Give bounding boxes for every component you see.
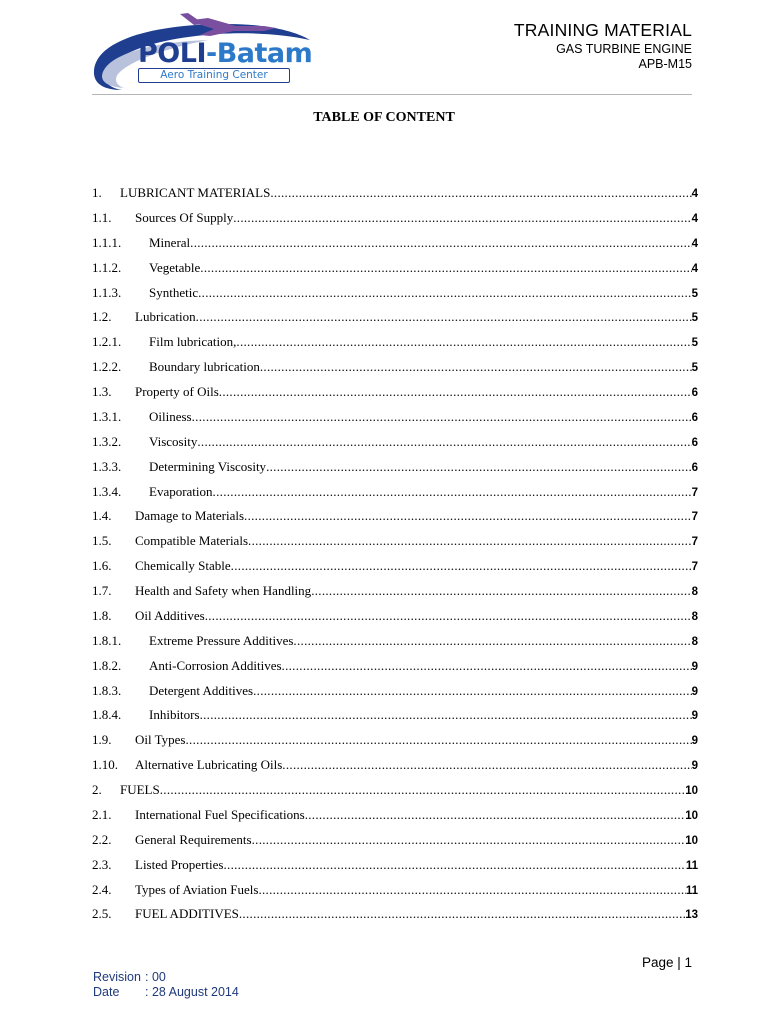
toc-entry-label: Lubrication [135, 309, 196, 325]
toc-entry-page: 6 [691, 411, 698, 424]
toc-entry[interactable] [92, 281, 698, 306]
toc-entry[interactable] [92, 504, 698, 529]
toc-leader-dots [186, 732, 692, 748]
toc-entry-number: 2.4. [92, 881, 112, 897]
toc-entry-label: Oil Types [135, 732, 186, 748]
toc-entry-page: 6 [691, 387, 698, 399]
toc-entry-page: 4 [691, 212, 698, 225]
header-subtitle: GAS TURBINE ENGINE [556, 42, 692, 56]
toc-entry-page: 5 [691, 337, 698, 350]
toc-leader-dots [305, 807, 686, 823]
toc-entry-label: Viscosity [149, 433, 198, 449]
toc-entry-page: 13 [685, 909, 698, 922]
logo-wordmark: POLI-Batam [138, 38, 313, 69]
toc-leader-dots [293, 633, 691, 649]
toc-entry-label: Damage to Materials [135, 508, 245, 524]
toc-entry[interactable] [92, 355, 698, 380]
toc-entry[interactable] [92, 181, 698, 206]
toc-entry-number: 1.3.2. [92, 433, 122, 449]
toc-entry-page: 9 [691, 660, 698, 673]
toc-entry-label: General Requirements [135, 831, 252, 847]
toc-entry-page: 10 [685, 785, 698, 797]
toc-entry-page: 8 [691, 610, 698, 623]
toc-leader-dots [200, 707, 692, 723]
toc-entry-page: 9 [691, 710, 698, 723]
toc-entry-number: 1.8.1. [92, 632, 122, 648]
toc-leader-dots [266, 459, 692, 475]
toc-entry-number: 1.1.3. [92, 284, 122, 300]
toc-entry[interactable] [92, 529, 698, 554]
toc-entry-number: 2.3. [92, 856, 112, 872]
toc-leader-dots [282, 757, 691, 773]
toc-leader-dots [270, 185, 691, 201]
toc-entry-number: 1.3.3. [92, 458, 122, 474]
toc-entry[interactable] [92, 703, 698, 728]
toc-leader-dots [200, 260, 691, 276]
toc-leader-dots [252, 832, 686, 848]
toc-entry-page: 4 [691, 237, 698, 250]
toc-entry-page: 7 [691, 561, 698, 574]
toc-entry-number: 1.3. [92, 384, 112, 399]
toc-leader-dots [233, 210, 691, 226]
toc-entry-number: 1.8.3. [92, 682, 122, 698]
toc-entry[interactable] [92, 828, 698, 853]
toc-entry-number: 2.1. [92, 806, 112, 822]
toc-entry-label: Alternative Lubricating Oils [135, 757, 283, 773]
toc-entry[interactable] [92, 803, 698, 828]
toc-entry-page: 10 [685, 834, 698, 847]
toc-entry-label: Extreme Pressure Additives [149, 632, 294, 648]
toc-entry-label: FUELS [120, 782, 160, 797]
toc-leader-dots [196, 309, 692, 325]
toc-leader-dots [239, 906, 685, 922]
toc-entry[interactable] [92, 654, 698, 679]
toc-leader-dots [205, 608, 692, 624]
toc-entry-number: 1.4. [92, 508, 112, 524]
toc-entry-label: FUEL ADDITIVES [135, 906, 239, 922]
toc-entry[interactable] [92, 380, 698, 405]
revision-value: : 00 [145, 970, 166, 984]
toc-entry-label: Detergent Additives [149, 682, 254, 698]
toc-entry-page: 5 [691, 362, 698, 375]
table-of-contents [92, 181, 698, 927]
toc-entry[interactable] [92, 728, 698, 753]
toc-entry-number: 1.9. [92, 732, 112, 748]
toc-leader-dots [160, 782, 685, 798]
toc-entry[interactable] [92, 629, 698, 654]
toc-entry-label: Anti-Corrosion Additives [149, 657, 282, 673]
toc-leader-dots [219, 384, 692, 400]
toc-entry-page: 6 [691, 436, 698, 449]
toc-leader-dots [223, 857, 685, 873]
toc-entry[interactable] [92, 579, 698, 604]
toc-leader-dots [253, 683, 691, 699]
toc-entry-number: 2.5. [92, 906, 112, 922]
toc-entry[interactable] [92, 480, 698, 505]
toc-entry-label: Property of Oils [135, 384, 219, 399]
toc-entry-label: Determining Viscosity [149, 458, 267, 474]
toc-leader-dots [260, 359, 692, 375]
toc-entry[interactable] [92, 330, 698, 355]
revision-key: Revision [93, 970, 141, 984]
poli-batam-logo [88, 12, 333, 94]
toc-leader-dots [190, 235, 691, 251]
toc-entry-page: 9 [691, 735, 698, 748]
toc-entry-page: 11 [685, 884, 698, 897]
toc-entry-number: 1.10. [92, 757, 118, 773]
toc-entry-label: Listed Properties [135, 856, 224, 872]
toc-leader-dots [244, 508, 692, 524]
logo-subtitle: Aero Training Center [138, 68, 290, 83]
toc-entry[interactable] [92, 679, 698, 704]
toc-entry-label: Types of Aviation Fuels [135, 881, 259, 897]
toc-entry[interactable] [92, 878, 698, 903]
toc-entry-number: 1.6. [92, 558, 112, 574]
date-key: Date [93, 985, 120, 999]
toc-entry-number: 1.8. [92, 607, 112, 623]
toc-entry-page: 4 [691, 188, 698, 200]
toc-entry-label: Mineral [149, 234, 191, 250]
page-number: Page | 1 [641, 955, 692, 970]
toc-entry-label: International Fuel Specifications [135, 806, 305, 822]
toc-entry-number: 1.3.1. [92, 408, 122, 424]
toc-entry[interactable] [92, 256, 698, 281]
toc-entry-page: 5 [691, 312, 698, 325]
toc-entry-number: 2. [92, 782, 102, 797]
revision-line [93, 970, 166, 984]
toc-entry-page: 7 [691, 486, 698, 499]
toc-entry-label: Oil Additives [135, 607, 205, 623]
toc-heading: TABLE OF CONTENT [313, 110, 455, 125]
toc-entry[interactable] [92, 753, 698, 778]
toc-entry-number: 1.3.4. [92, 483, 122, 499]
date-line [93, 985, 239, 999]
toc-entry[interactable] [92, 902, 698, 927]
toc-entry-label: Health and Safety when Handling [135, 583, 312, 598]
toc-entry-label: Boundary lubrication [149, 359, 260, 375]
toc-leader-dots [282, 658, 692, 674]
toc-entry-number: 1.2.1. [92, 334, 122, 350]
toc-entry-label: Chemically Stable [135, 558, 231, 574]
toc-entry[interactable] [92, 455, 698, 480]
toc-entry-number: 1.1.2. [92, 259, 122, 275]
toc-entry-number: 1.5. [92, 533, 112, 549]
toc-leader-dots [213, 484, 692, 500]
toc-entry[interactable] [92, 853, 698, 878]
toc-entry-page: 7 [691, 536, 698, 549]
toc-entry[interactable] [92, 554, 698, 579]
toc-entry-number: 1.2. [92, 309, 112, 325]
toc-entry-label: Compatible Materials [135, 533, 249, 549]
toc-entry[interactable] [92, 778, 698, 803]
toc-entry[interactable] [92, 305, 698, 330]
toc-entry-page: 4 [691, 262, 698, 275]
header-module-code: APB-M15 [638, 57, 692, 71]
toc-entry-number: 1.1.1. [92, 234, 122, 250]
toc-entry[interactable] [92, 206, 698, 231]
toc-entry-page: 11 [685, 859, 698, 872]
toc-entry-page: 8 [691, 635, 698, 648]
toc-entry-label: LUBRICANT MATERIALS [120, 185, 271, 200]
toc-entry-number: 1. [92, 185, 102, 200]
toc-entry-page: 9 [691, 760, 698, 773]
toc-leader-dots [236, 334, 691, 350]
toc-leader-dots [198, 285, 691, 301]
toc-entry[interactable] [92, 405, 698, 430]
toc-entry-label: Inhibitors [149, 707, 200, 723]
toc-entry-page: 6 [691, 461, 698, 474]
header-divider [92, 94, 692, 95]
toc-leader-dots [197, 434, 691, 450]
toc-entry-page: 10 [685, 809, 698, 822]
toc-entry-page: 7 [691, 511, 698, 524]
toc-entry-number: 2.2. [92, 831, 112, 847]
toc-entry[interactable] [92, 604, 698, 629]
toc-entry-page: 9 [691, 685, 698, 698]
toc-leader-dots [192, 409, 692, 425]
toc-leader-dots [231, 558, 692, 574]
toc-entry-number: 1.1. [92, 209, 112, 225]
toc-entry-label: Oiliness [149, 408, 192, 424]
toc-entry-label: Sources Of Supply [135, 209, 234, 225]
toc-entry-label: Vegetable [149, 259, 201, 275]
toc-entry-number: 1.8.2. [92, 657, 122, 673]
toc-leader-dots [258, 882, 685, 898]
toc-entry-label: Evaporation [149, 483, 213, 499]
header-title: TRAINING MATERIAL [513, 20, 692, 40]
toc-entry-number: 1.7. [92, 583, 112, 598]
toc-leader-dots [311, 583, 691, 599]
toc-entry[interactable] [92, 231, 698, 256]
toc-leader-dots [248, 533, 692, 549]
toc-entry-number: 1.2.2. [92, 359, 122, 375]
toc-entry-label: Film lubrication, [149, 334, 237, 350]
toc-entry-label: Synthetic [149, 284, 199, 300]
toc-entry-number: 1.8.4. [92, 707, 122, 723]
toc-entry-page: 5 [691, 287, 698, 300]
toc-entry[interactable] [92, 430, 698, 455]
toc-entry-page: 8 [691, 586, 698, 598]
date-value: : 28 August 2014 [145, 985, 239, 999]
